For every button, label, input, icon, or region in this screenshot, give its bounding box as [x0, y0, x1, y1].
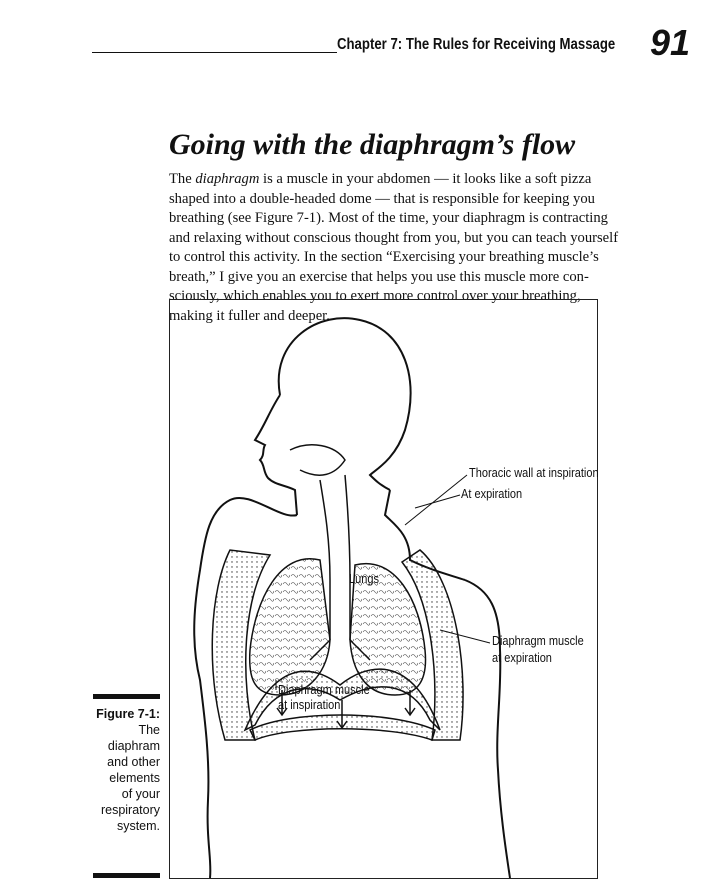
label-lungs: Lungs — [349, 572, 379, 586]
head-outline — [279, 318, 411, 490]
caption-line: The — [138, 723, 160, 737]
caption-line: and other — [107, 755, 160, 769]
body-line: sciously, which enables you to exert more control over your breathing, — [169, 288, 581, 304]
body-line: and relaxing without conscious thought from you, but you can teach yourself — [169, 229, 619, 246]
trachea-right — [345, 475, 350, 640]
caption-bottom-bar — [93, 873, 160, 878]
caption-number: Figure 7-1: — [96, 707, 160, 721]
caption-line: diaphram — [107, 739, 160, 753]
running-head: Chapter 7: The Rules for Receiving Massage — [337, 36, 616, 53]
label-thoracic-wall: Thoracic wall at inspiration — [469, 466, 599, 480]
nasal-cavity — [290, 445, 345, 475]
respiratory-figure — [169, 299, 598, 879]
figure-caption — [80, 706, 160, 834]
caption-top-bar — [93, 694, 160, 699]
section-title: Going with the diaphragm’s flow — [169, 128, 576, 161]
page-number: 91 — [650, 22, 691, 63]
face-profile — [255, 395, 297, 515]
caption-line: respiratory — [100, 803, 160, 817]
caption-line: system. — [116, 819, 160, 833]
respiratory-diagram — [170, 300, 597, 878]
body-line: breath,” I give you an exercise that helps you use this muscle more con- — [169, 268, 589, 285]
label-diaphragm-inspiration: Diaphragm muscle — [278, 683, 370, 697]
label-diaphragm-expiration: Diaphragm muscle — [492, 634, 584, 648]
body-line: making it fuller and deeper. — [169, 307, 330, 324]
label-diaphragm-inspiration-2: at inspiration — [278, 698, 341, 712]
caption-line: elements — [109, 771, 160, 785]
label-diaphragm-expiration-2: at expiration — [492, 651, 552, 665]
body-right — [465, 580, 510, 878]
body-line: breathing (see Figure 7-1). Most of the time, your diaphragm is contracting — [169, 210, 608, 226]
body-line: shaped into a double-headed dome — that is responsible for keeping you — [169, 190, 595, 207]
label-at-expiration: At expiration — [461, 487, 523, 501]
header-rule — [92, 52, 337, 53]
body-line: The diaphragm is a muscle in your abdomen — it looks like a soft pizza — [169, 171, 592, 187]
body-line: to control this activity. In the section “Exercising your breathing muscle’s — [169, 249, 599, 265]
caption-line: of your — [121, 787, 160, 801]
